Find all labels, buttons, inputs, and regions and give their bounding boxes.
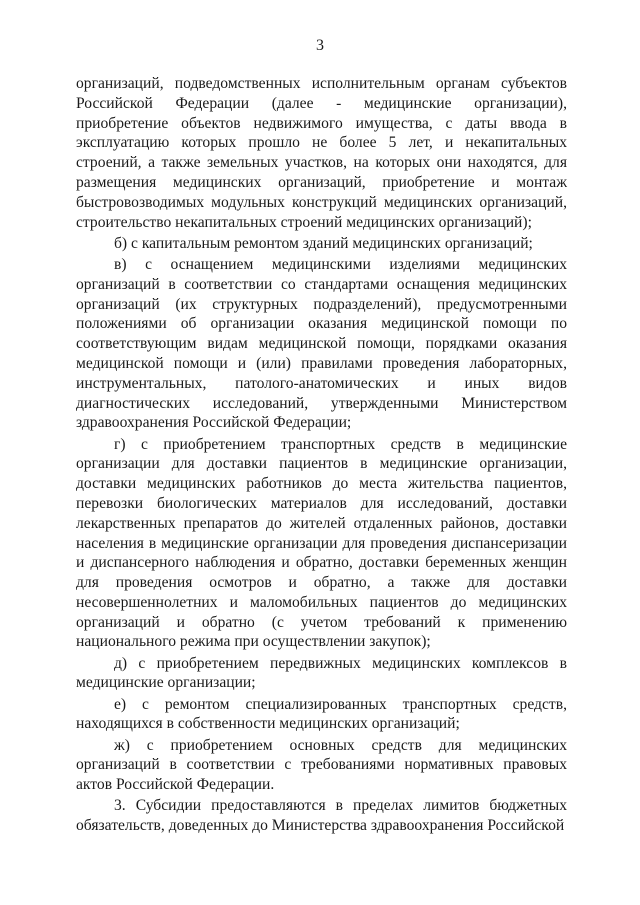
paragraph-b: б) с капитальным ремонтом зданий медицинских организаций; [114, 234, 533, 252]
page-number: 3 [316, 37, 324, 54]
paragraph-3: 3. Субсидии предоставляются в пределах лимитов бюджетных обязательств, доведенных до Министерства здравоохранения Российской [76, 797, 567, 835]
paragraph-e: е) с ремонтом специализированных транспортных средств, находящихся в собственности медицинских организаций; [76, 695, 567, 733]
paragraph-continuation: организаций, подведомственных исполнительным органам субъектов Российской Федерации (далее - медицинские организации), приобретение объектов недвижимого имущества, с даты ввода в эксплуатацию которых прошло не более 5 лет, и некапитальных строений, а также земельных участков, на которых они находятся, для размещения медицинских организаций, приобретение и монтаж быстровозводимых модульных конструкций медицинских организаций, строительство некапитальных строений медицинских организаций); [76, 75, 567, 231]
paragraph-zh: ж) с приобретением основных средств для медицинских организаций в соответствии с требованиями нормативных правовых актов Российской Федерации. [76, 736, 567, 794]
paragraph-v: в) с оснащением медицинскими изделиями медицинских организаций в соответствии со стандартами оснащения медицинских организаций (их структурных подразделений), предусмотренными положениями об организации оказания медицинской помощи по соответствующим видам медицинской помощи, порядками оказания медицинской помощи и (или) правилами проведения лабораторных, инструментальных, патолого-анатомических и иных видов диагностических исследований, утвержденными Министерством здравоохранения Российской Федерации; [76, 255, 567, 432]
paragraph-d: д) с приобретением передвижных медицинских комплексов в медицинские организации; [76, 654, 567, 692]
document-body [76, 74, 567, 837]
paragraph-g: г) с приобретением транспортных средств в медицинские организации для доставки пациентов в медицинские организации, доставки медицинских работников до места жительства пациентов, перевозки биологических материалов для исследований, доставки лекарственных препаратов до жителей отдаленных районов, доставки населения в медицинские организации для проведения диспансеризации и диспансерного наблюдения и обратно, доставки беременных женщин для проведения осмотров и обратно, а также для доставки несовершеннолетних и маломобильных пациентов до медицинских организаций и обратно (с учетом требований к применению национального режима при осуществлении закупок); [76, 435, 567, 651]
